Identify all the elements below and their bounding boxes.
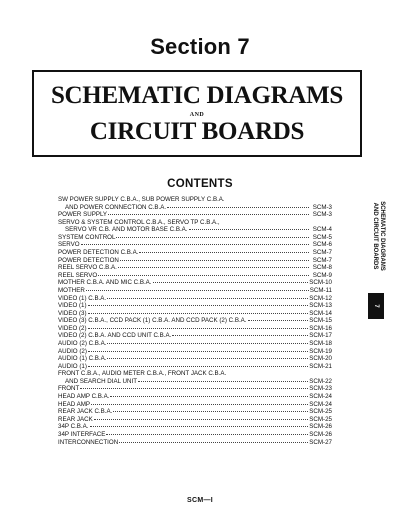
toc-entry-page: SCM-16 (309, 324, 332, 332)
toc-entry-title: POWER DETECTION (58, 256, 119, 264)
toc-entry (58, 257, 332, 265)
toc-entry-page: SCM-13 (309, 302, 332, 310)
toc-leader-dots (94, 418, 309, 420)
toc-entry-title: SERVO & SYSTEM CONTROL C.B.A., SERVO TP C.B.A., (58, 218, 220, 226)
toc-entry-page: SCM-5 (312, 233, 332, 241)
title-box (32, 70, 362, 157)
side-tab-number: 7 (373, 304, 379, 308)
toc-entry-title: VIDEO (3) C.B.A., CCD PACK (1) C.B.A. AND CCD PACK (2) C.B.A. (58, 317, 247, 325)
toc-entry (58, 439, 332, 447)
toc-entry (58, 310, 332, 318)
toc-entry-title: VIDEO (1) C.B.A. (58, 294, 107, 302)
toc-leader-dots (248, 319, 309, 321)
toc-entry (58, 431, 332, 439)
toc-entry-page: SCM-7 (312, 249, 332, 257)
toc-entry-title: REEL SERVO C.B.A. (58, 264, 117, 272)
title-and: AND (189, 112, 205, 118)
toc-leader-dots (153, 281, 309, 283)
contents-heading: CONTENTS (167, 178, 233, 190)
toc-leader-dots (120, 259, 309, 261)
title-line-2: CIRCUIT BOARDS (89, 118, 305, 145)
toc-entry-page: SCM-14 (309, 309, 332, 317)
toc-entry (58, 363, 332, 371)
toc-leader-dots (106, 433, 308, 435)
toc-entry (58, 355, 332, 363)
toc-entry-title: AND POWER CONNECTION C.B.A. (65, 203, 167, 211)
toc-entry-page: SCM-18 (309, 339, 332, 347)
toc-entry (58, 332, 332, 340)
toc-entry-page: SCM-20 (309, 355, 332, 363)
toc-entry (58, 219, 332, 227)
toc-entry-title: MOTHER (58, 286, 85, 294)
toc-leader-dots (107, 342, 308, 344)
toc-entry (58, 408, 332, 416)
toc-entry-title: 34P C.B.A. (58, 423, 89, 431)
toc-entry-title: FRONT (58, 385, 80, 393)
toc-entry-title: POWER DETECTION C.B.A. (58, 249, 139, 257)
toc-entry-title: REAR JACK C.B.A. (58, 408, 113, 416)
toc-leader-dots (107, 357, 308, 359)
toc-entry (58, 226, 332, 234)
toc-entry-title: MOTHER C.B.A. AND MIC C.B.A. (58, 279, 152, 287)
toc-leader-dots (110, 395, 308, 397)
toc-leader-dots (88, 350, 308, 352)
toc-entry (58, 393, 332, 401)
toc-entry-page: SCM-21 (309, 362, 332, 370)
toc-entry-title: POWER SUPPLY (58, 211, 108, 219)
toc-entry-page: SCM-6 (312, 241, 332, 249)
toc-entry-title: AND SEARCH DIAL UNIT (65, 377, 137, 385)
toc-entry (58, 204, 332, 212)
toc-entry-page: SCM-9 (312, 271, 332, 279)
toc-entry-title: VIDEO (2) (58, 324, 87, 332)
toc-entry-page: SCM-3 (312, 211, 332, 219)
toc-entry-title: AUDIO (2) (58, 347, 87, 355)
toc-entry (58, 370, 332, 378)
toc-entry-title: SERVO (58, 241, 80, 249)
toc-entry (58, 416, 332, 424)
toc-entry-page: SCM-25 (309, 415, 332, 423)
toc-entry (58, 196, 332, 204)
toc-entry-title: REAR JACK (58, 415, 93, 423)
toc-entry-title: VIDEO (1) (58, 302, 87, 310)
side-tab-label-line-1: SCHEMATIC DIAGRAMS (379, 201, 385, 271)
page-number: SCM—I (187, 497, 213, 504)
toc-entry-title: SYSTEM CONTROL (58, 233, 116, 241)
toc-entry-page: SCM-26 (309, 423, 332, 431)
toc-entry-page: SCM-8 (312, 264, 332, 272)
toc-leader-dots (86, 289, 309, 291)
toc-entry (58, 272, 332, 280)
toc-entry (58, 211, 332, 219)
toc-entry (58, 287, 332, 295)
toc-entry (58, 264, 332, 272)
toc-entry-title: 34P INTERFACE (58, 430, 106, 438)
toc-entry (58, 325, 332, 333)
toc-entry-page: SCM-26 (309, 430, 332, 438)
toc-leader-dots (138, 380, 308, 382)
toc-entry-title: SW POWER SUPPLY C.B.A., SUB POWER SUPPLY C.B.A. (58, 196, 225, 203)
toc-entry (58, 340, 332, 348)
toc-leader-dots (88, 304, 309, 306)
toc-entry-title: VIDEO (3) (58, 309, 87, 317)
toc-entry (58, 348, 332, 356)
toc-entry-page: SCM-15 (309, 317, 332, 325)
toc-entry (58, 378, 332, 386)
side-tab-label (371, 201, 385, 271)
toc-leader-dots (80, 387, 308, 389)
toc-entry-title: FRONT C.B.A., AUDIO METER C.B.A., FRONT JACK C.B.A. (58, 370, 227, 378)
toc-entry-page: SCM-11 (309, 286, 332, 294)
toc-entry-page: SCM-27 (309, 438, 332, 446)
toc-leader-dots (88, 365, 308, 367)
toc-entry (58, 317, 332, 325)
toc-entry-page: SCM-24 (309, 393, 332, 401)
toc-leader-dots (88, 312, 309, 314)
toc-leader-dots (90, 425, 309, 427)
toc-entry-title: AUDIO (2) C.B.A. (58, 339, 107, 347)
toc-entry (58, 295, 332, 303)
toc-entry-page: SCM-19 (309, 347, 332, 355)
section-label: Section 7 (150, 34, 250, 59)
toc-leader-dots (81, 243, 309, 245)
toc-entry (58, 423, 332, 431)
toc-entry-title: VIDEO (2) C.B.A. AND CCD UNIT C.B.A. (58, 332, 172, 340)
toc-leader-dots (167, 206, 309, 208)
toc-entry-page: SCM-4 (312, 226, 332, 234)
toc-entry-page: SCM-17 (309, 332, 332, 340)
toc-leader-dots (139, 251, 309, 253)
toc-entry-page: SCM-12 (309, 294, 332, 302)
toc-entry-title: AUDIO (1) (58, 362, 87, 370)
toc-leader-dots (116, 236, 309, 238)
table-of-contents (58, 196, 332, 446)
toc-entry-title: SERVO VR C.B. AND MOTOR BASE C.B.A. (65, 226, 188, 234)
toc-leader-dots (118, 266, 309, 268)
toc-leader-dots (98, 274, 309, 276)
toc-entry-title: REEL SERVO (58, 271, 98, 279)
toc-entry (58, 401, 332, 409)
toc-leader-dots (107, 297, 308, 299)
toc-entry-page: SCM-10 (309, 279, 332, 287)
toc-entry (58, 385, 332, 393)
toc-leader-dots (91, 403, 308, 405)
toc-entry-page: SCM-24 (309, 400, 332, 408)
toc-entry-title: HEAD AMP (58, 400, 90, 408)
toc-entry-title: AUDIO (1) C.B.A. (58, 355, 107, 363)
side-tab-marker (368, 293, 384, 319)
title-line-1: SCHEMATIC DIAGRAMS (50, 82, 344, 109)
toc-leader-dots (172, 334, 308, 336)
toc-entry-page: SCM-3 (312, 203, 332, 211)
toc-leader-dots (88, 327, 309, 329)
toc-entry-page: SCM-23 (309, 385, 332, 393)
toc-leader-dots (189, 228, 309, 230)
toc-entry-title: HEAD AMP C.B.A. (58, 393, 110, 401)
side-tab-label-line-2: AND CIRCUIT BOARDS (372, 202, 378, 270)
toc-entry (58, 234, 332, 242)
toc-entry-page: SCM-22 (309, 377, 332, 385)
toc-leader-dots (113, 410, 308, 412)
toc-entry-page: SCM-25 (309, 408, 332, 416)
toc-leader-dots (119, 441, 308, 443)
toc-entry (58, 241, 332, 249)
toc-entry (58, 249, 332, 257)
toc-entry (58, 302, 332, 310)
toc-entry (58, 279, 332, 287)
toc-entry-title: INTERCONNECTION (58, 438, 119, 446)
toc-entry-page: SCM-7 (312, 256, 332, 264)
toc-leader-dots (108, 213, 309, 215)
